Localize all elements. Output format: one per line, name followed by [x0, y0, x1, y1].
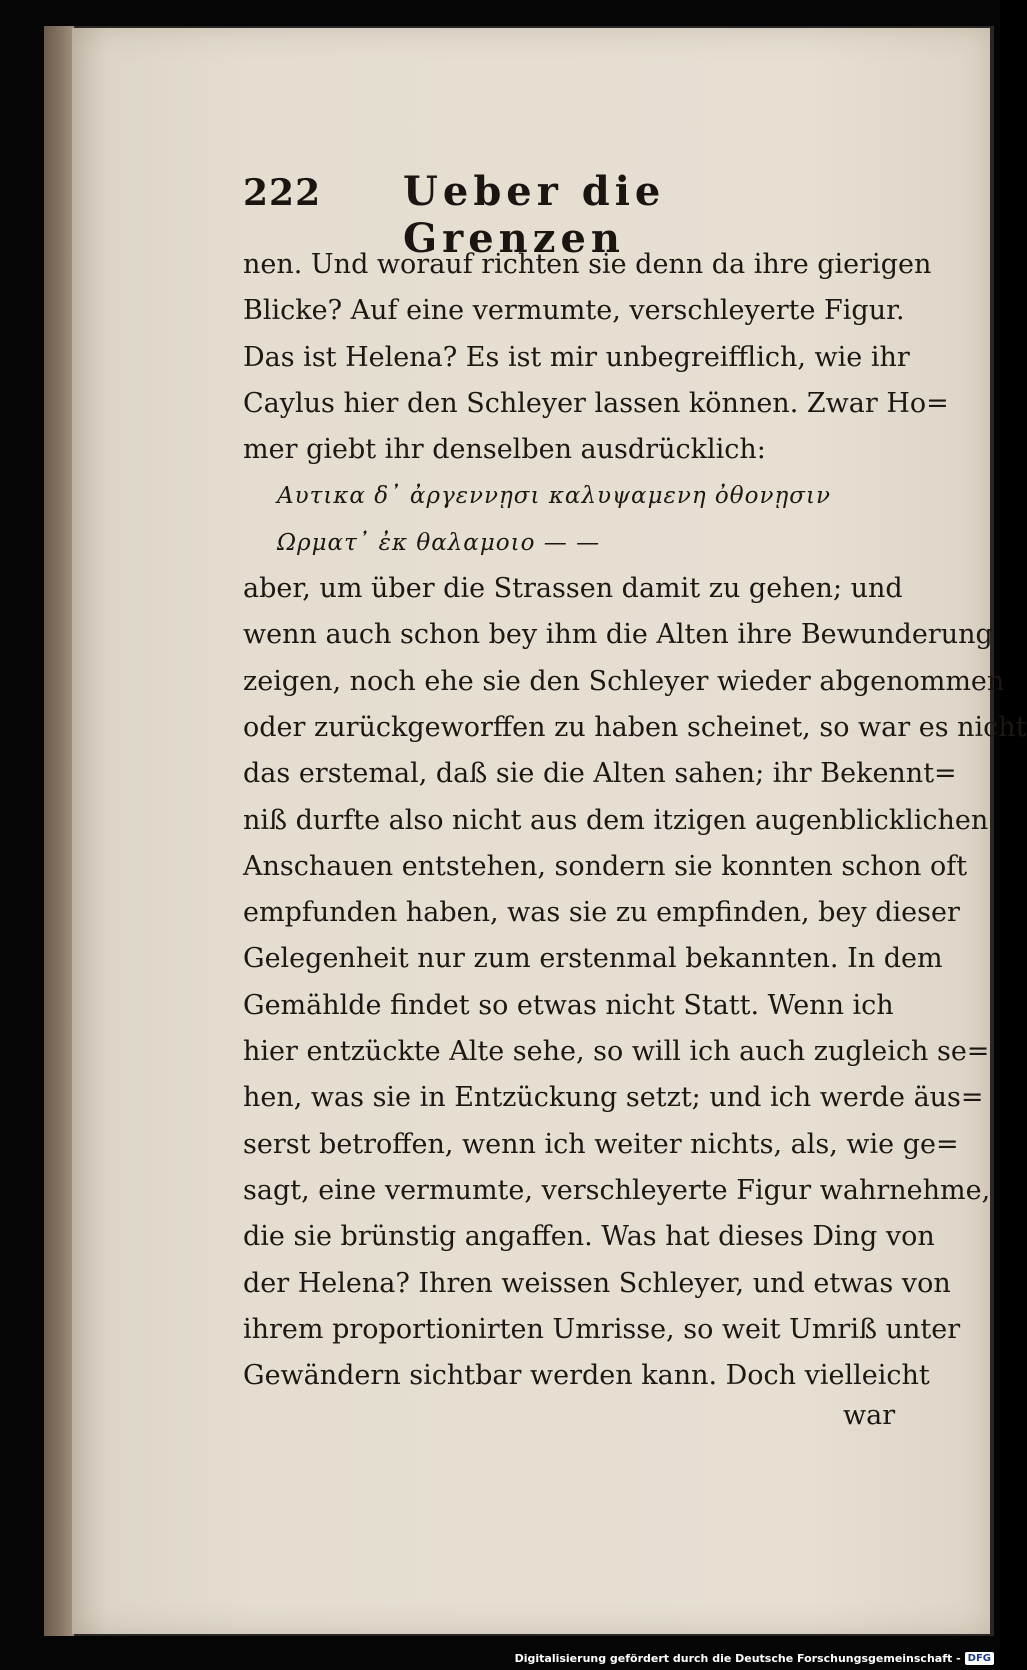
text-line: ihrem proportionirten Umrisse, so weit Umriß unter: [243, 1313, 961, 1345]
text-line: oder zurückgeworffen zu haben scheinet, so war es nicht: [243, 711, 1027, 743]
text-line: hen, was sie in Entzückung setzt; und ich werde äus=: [243, 1082, 984, 1114]
text-line: Blicke? Auf eine vermumte, verschleyerte Figur.: [243, 295, 905, 327]
text-line: serst betroffen, wenn ich weiter nichts, als, wie ge=: [243, 1128, 959, 1160]
greek-quote-line: Αυτικα δ᾽ ἀργεννῃσι καλυψαμενη ὀθονῃσιν: [277, 483, 831, 510]
text-line: Das ist Helena? Es ist mir unbegreifflich, wie ihr: [243, 341, 910, 373]
text-line: Caylus hier den Schleyer lassen können. Zwar Ho=: [243, 387, 949, 419]
text-line: die sie brünstig angaffen. Was hat dieses Ding von: [243, 1221, 935, 1253]
text-line: sagt, eine vermumte, verschleyerte Figur wahrnehme,: [243, 1174, 991, 1206]
catchword: war: [843, 1400, 896, 1431]
text-line: das erstemal, daß sie die Alten sahen; ihr Bekennt=: [243, 758, 957, 790]
greek-quote-line: Ωρματ᾽ ἐκ θαλαμοιο — —: [277, 529, 601, 556]
page-header: [243, 168, 883, 262]
text-line: Gewändern sichtbar werden kann. Doch vielleicht: [243, 1360, 930, 1392]
page-number: 222: [243, 172, 322, 214]
text-line: wenn auch schon bey ihm die Alten ihre Bewunderung: [243, 619, 993, 651]
running-head: Ueber die Grenzen: [403, 168, 666, 262]
dfg-logo-icon: DFG: [965, 1652, 994, 1665]
text-line: aber, um über die Strassen damit zu gehen; und: [243, 573, 903, 605]
footer-text: Digitalisierung gefördert durch die Deutsche Forschungsgemeinschaft -: [514, 1651, 961, 1665]
text-line: der Helena? Ihren weissen Schleyer, und etwas von: [243, 1267, 951, 1299]
text-line: zeigen, noch ehe sie den Schleyer wieder abgenommen: [243, 665, 1005, 697]
text-line: nen. Und worauf richten sie denn da ihre gierigen: [243, 249, 932, 280]
text-line: Gemählde findet so etwas nicht Statt. Wenn ich: [243, 989, 894, 1021]
text-line: Gelegenheit nur zum erstenmal bekannten. In dem: [243, 943, 943, 975]
text-line: Anschauen entstehen, sondern sie konnten schon oft: [243, 850, 968, 882]
text-line: niß durfte also nicht aus dem itzigen augenblicklichen: [243, 804, 989, 836]
page-edge: [44, 26, 74, 1636]
digitization-footer: [515, 1648, 994, 1668]
text-line: mer giebt ihr denselben ausdrücklich:: [243, 434, 766, 466]
text-line: hier entzückte Alte sehe, so will ich auch zugleich se=: [243, 1036, 990, 1068]
text-line: empfunden haben, was sie zu empfinden, bey dieser: [243, 897, 960, 929]
text-body: [243, 242, 1027, 1399]
